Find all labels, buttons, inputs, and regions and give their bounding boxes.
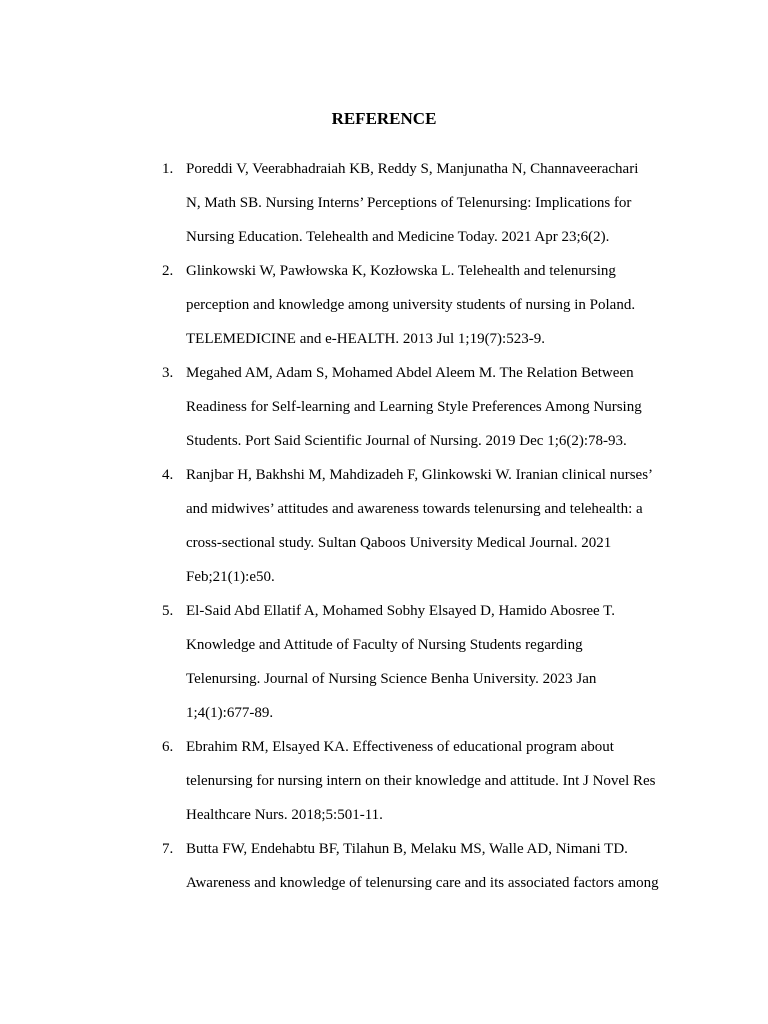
reference-text-line: El-Said Abd Ellatif A, Mohamed Sobhy Elsayed D, Hamido Abosree T. [186, 603, 615, 619]
reference-number: 5. [162, 603, 174, 619]
reference-text-line: 1;4(1):677-89. [186, 705, 274, 721]
reference-number: 6. [162, 739, 174, 755]
reference-number: 1. [162, 161, 174, 177]
reference-item [0, 356, 659, 458]
reference-text-line: telenursing for nursing intern on their knowledge and attitude. Int J Novel Res [186, 773, 656, 789]
reference-text-line: Nursing Education. Telehealth and Medicine Today. 2021 Apr 23;6(2). [186, 229, 610, 245]
reference-text-line: TELEMEDICINE and e-HEALTH. 2013 Jul 1;19(7):523-9. [186, 331, 545, 347]
reference-item [0, 152, 659, 254]
reference-item [0, 594, 659, 730]
reference-item [0, 730, 659, 832]
reference-text-line: perception and knowledge among university students of nursing in Poland. [186, 297, 636, 313]
reference-number: 3. [162, 365, 174, 381]
reference-text-line: Ebrahim RM, Elsayed KA. Effectiveness of educational program about [186, 739, 614, 755]
reference-text-line: Telenursing. Journal of Nursing Science Benha University. 2023 Jan [186, 671, 597, 687]
reference-text-line: and midwives’ attitudes and awareness towards telenursing and telehealth: a [186, 501, 643, 517]
reference-text-line: Butta FW, Endehabtu BF, Tilahun B, Melaku MS, Walle AD, Nimani TD. [186, 841, 628, 857]
reference-text-line: Knowledge and Attitude of Faculty of Nursing Students regarding [186, 637, 583, 653]
reference-text-line: N, Math SB. Nursing Interns’ Perceptions of Telenursing: Implications for [186, 195, 632, 211]
reference-text-line: Healthcare Nurs. 2018;5:501-11. [186, 807, 383, 823]
reference-text-line: cross-sectional study. Sultan Qaboos University Medical Journal. 2021 [186, 535, 612, 551]
reference-text-line: Readiness for Self-learning and Learning Style Preferences Among Nursing [186, 399, 642, 415]
reference-text-line: Students. Port Said Scientific Journal of Nursing. 2019 Dec 1;6(2):78-93. [186, 433, 627, 449]
reference-text-line: Poreddi V, Veerabhadraiah KB, Reddy S, Manjunatha N, Channaveerachari [186, 161, 639, 177]
reference-text-line: Ranjbar H, Bakhshi M, Mahdizadeh F, Glinkowski W. Iranian clinical nurses’ [186, 467, 654, 483]
reference-text-line: Awareness and knowledge of telenursing care and its associated factors among [186, 875, 659, 891]
reference-number: 4. [162, 467, 174, 483]
reference-number: 7. [162, 841, 174, 857]
reference-item [0, 832, 659, 900]
page-title: REFERENCE [331, 109, 437, 128]
reference-number: 2. [162, 263, 174, 279]
reference-text-line: Glinkowski W, Pawłowska K, Kozłowska L. Telehealth and telenursing [186, 263, 616, 279]
reference-text-line: Feb;21(1):e50. [186, 569, 275, 585]
reference-item [0, 254, 659, 356]
reference-text-line: Megahed AM, Adam S, Mohamed Abdel Aleem M. The Relation Between [186, 365, 634, 381]
reference-item [0, 458, 659, 594]
reference-list [0, 152, 659, 900]
